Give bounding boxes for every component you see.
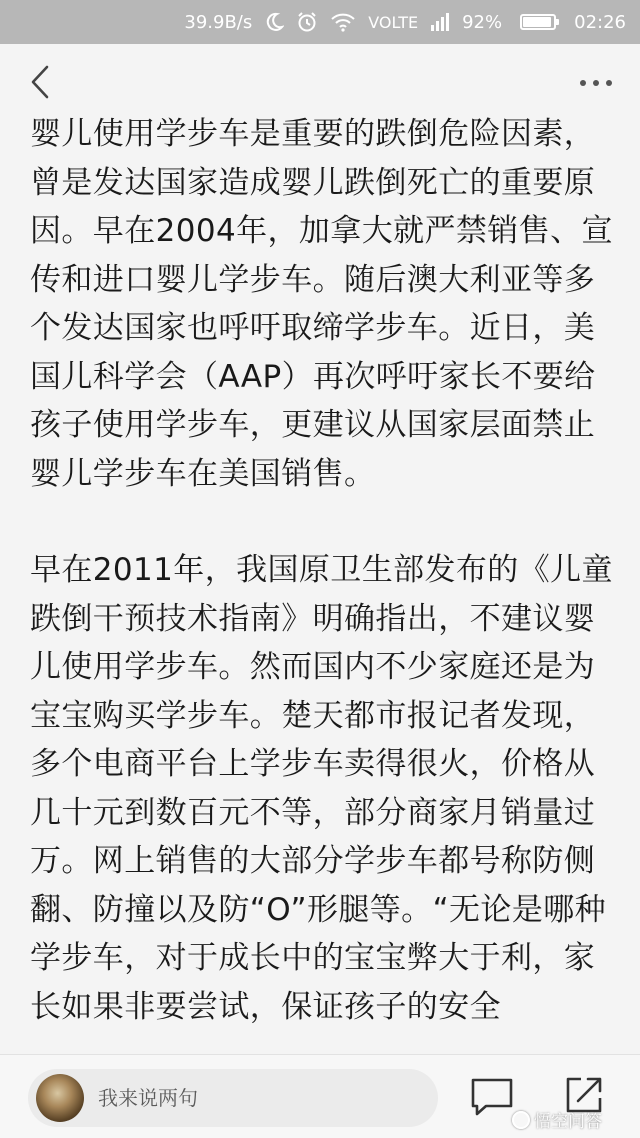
more-dots-icon: [578, 78, 614, 88]
avatar: [36, 1074, 84, 1122]
comment-placeholder: 我来说两句: [98, 1086, 198, 1110]
watermark-text: 悟空问答: [534, 1112, 602, 1132]
watermark: [512, 1107, 602, 1132]
moon-icon: [264, 12, 284, 32]
battery-fill: [523, 17, 550, 27]
comment-button[interactable]: [470, 1077, 514, 1117]
signal-icon: [430, 12, 450, 32]
net-speed: 39.9B/s: [184, 11, 253, 33]
more-button[interactable]: [574, 66, 618, 100]
article-body: [30, 110, 615, 1054]
battery-percent: 92%: [462, 11, 503, 33]
comment-icon: [470, 1077, 514, 1117]
article-paragraph-2: 早在2011年，我国原卫生部发布的《儿童跌倒干预技术指南》明确指出，不建议婴儿使用学步车。然而国内不少家庭还是为宝宝购买学步车。楚天都市报记者发现，多个电商平台上学步车卖得很火，价格从几十元到数百元不等，部分商家月销量过万。网上销售的大部分学步车都号称防侧翻、防撞以及防“O”形腿等。“无论是哪种学步车，对于成长中的宝宝弊大于利，家长如果非要尝试，保证孩子的安全: [30, 552, 613, 1025]
comment-input[interactable]: [28, 1069, 438, 1127]
wifi-icon: [330, 12, 356, 32]
bottom-bar: [0, 1054, 640, 1138]
watermark-logo-icon: [512, 1111, 530, 1129]
article-paragraph-1: 婴儿使用学步车是重要的跌倒危险因素，曾是发达国家造成婴儿跌倒死亡的重要原因。早在2004年，加拿大就严禁销售、宣传和进口婴儿学步车。随后澳大利亚等多个发达国家也呼吁取缔学步车。近日，美国儿科学会（AAP）再次呼吁家长不要给孩子使用学步车，更建议从国家层面禁止婴儿学步车在美国销售。: [30, 116, 613, 492]
network-type: VOLTE: [368, 12, 419, 32]
back-button[interactable]: [22, 62, 58, 102]
battery-wrap: [514, 14, 556, 30]
chevron-left-icon: [29, 64, 51, 100]
clock: 02:26: [574, 11, 626, 33]
battery-icon: [520, 14, 556, 30]
alarm-icon: [296, 11, 318, 33]
nav-bar: [0, 44, 640, 116]
status-bar: [0, 0, 640, 44]
